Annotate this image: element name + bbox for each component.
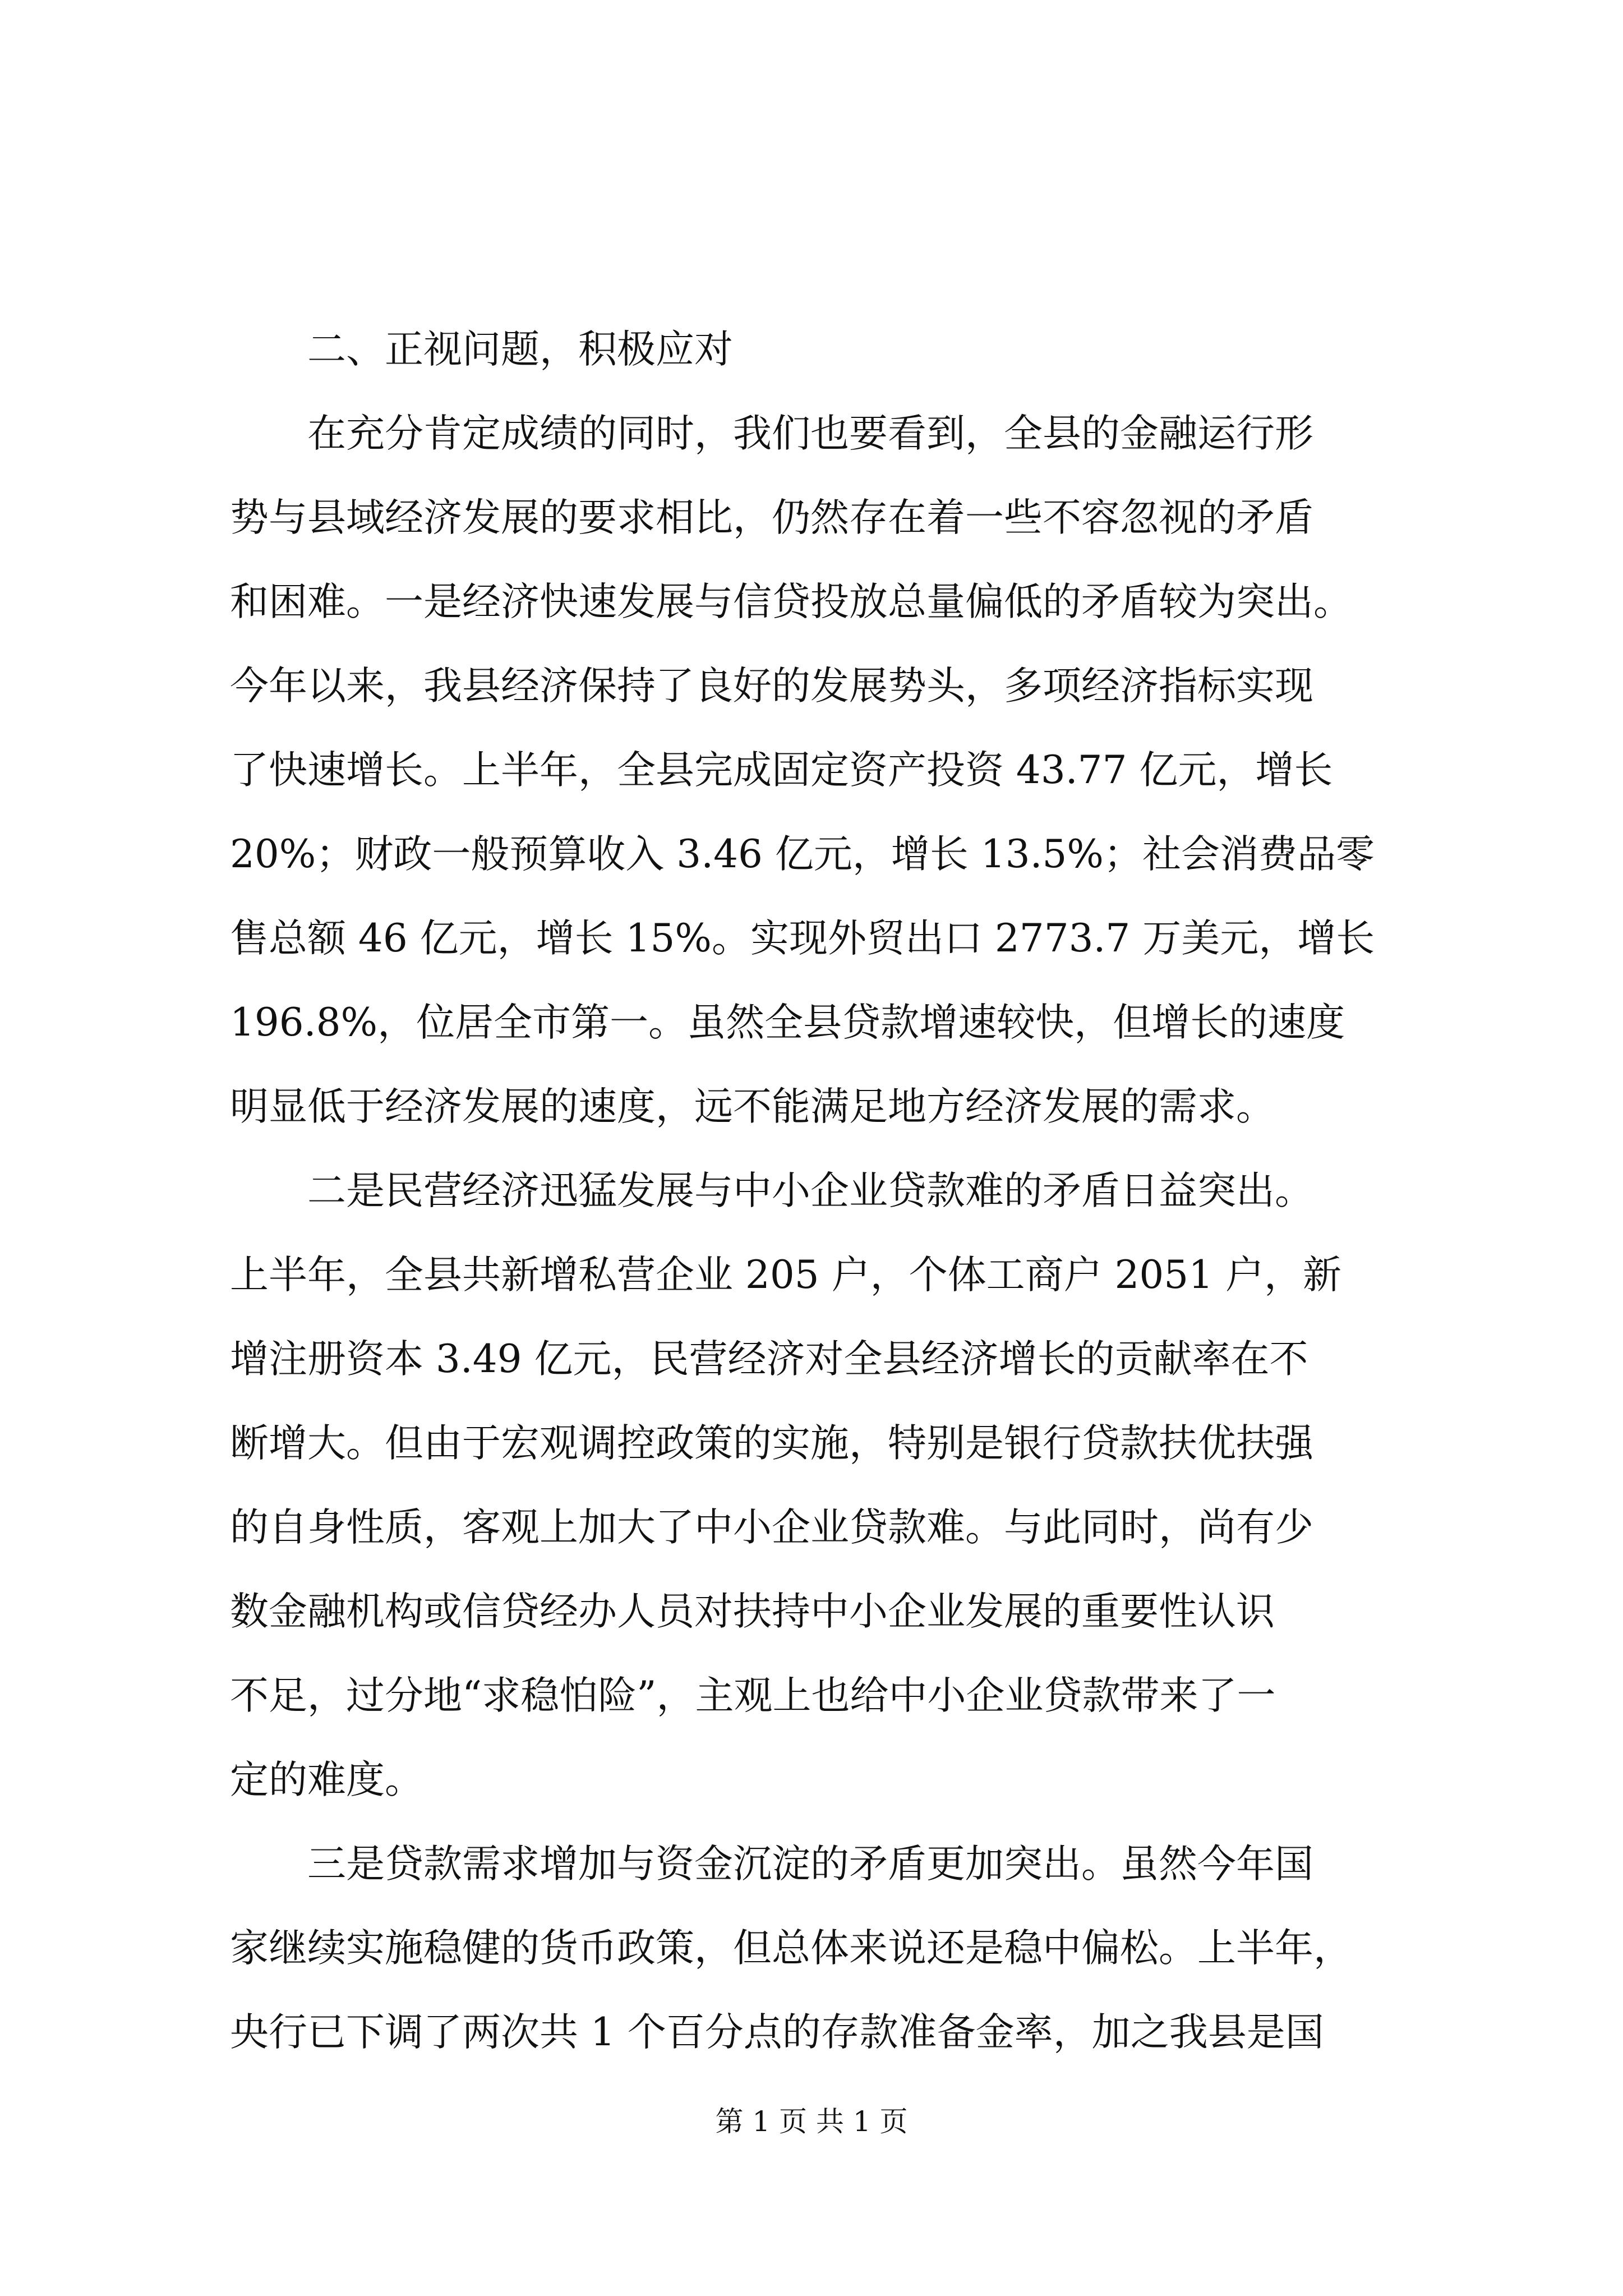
paragraph-3: [230, 1822, 1421, 2074]
paragraph-line: 断增大。但由于宏观调控政策的实施，特别是银行贷款扶优扶强: [230, 1421, 1313, 1466]
paragraph-line: 了快速增长。上半年，全县完成固定资产投资 43.77 亿元，增长: [230, 748, 1333, 793]
paragraph-line: 售总额 46 亿元，增长 15%。实现外贸出口 2773.7 万美元，增长: [230, 916, 1375, 961]
paragraph-line: 在充分肯定成绩的同时，我们也要看到，全县的金融运行形: [307, 411, 1313, 456]
paragraph-line: 家继续实施稳健的货币政策，但总体来说还是稳中偏松。上半年，: [230, 1926, 1352, 1971]
paragraph-line: 势与县域经济发展的要求相比，仍然存在着一些不容忽视的矛盾: [230, 495, 1313, 540]
section-heading-text: 二、正视问题，积极应对: [307, 327, 733, 372]
document-body: [230, 307, 1421, 2074]
page-number: 第 1 页 共 1 页: [715, 2105, 908, 2138]
page-footer: [0, 2105, 1623, 2138]
paragraph-2: [230, 1149, 1421, 1822]
paragraph-1: [230, 392, 1421, 1149]
paragraph-line: 20%；财政一般预算收入 3.46 亿元，增长 13.5%；社会消费品零: [230, 832, 1375, 877]
paragraph-line: 明显低于经济发展的速度，远不能满足地方经济发展的需求。: [230, 1084, 1275, 1129]
paragraph-line: 上半年，全县共新增私营企业 205 户，个体工商户 2051 户，新: [230, 1253, 1342, 1297]
paragraph-line: 今年以来，我县经济保持了良好的发展势头，多项经济指标实现: [230, 664, 1313, 708]
paragraph-line: 增注册资本 3.49 亿元，民营经济对全县经济增长的贡献率在不: [230, 1337, 1308, 1382]
paragraph-line: 三是贷款需求增加与资金沉淀的矛盾更加突出。虽然今年国: [307, 1842, 1313, 1887]
paragraph-line: 的自身性质，客观上加大了中小企业贷款难。与此同时，尚有少: [230, 1505, 1313, 1550]
paragraph-line: 和困难。一是经济快速发展与信贷投放总量偏低的矛盾较为突出。: [230, 579, 1352, 624]
paragraph-line: 196.8%，位居全市第一。虽然全县贷款增速较快，但增长的速度: [230, 1000, 1345, 1045]
paragraph-line: 数金融机构或信贷经办人员对扶持中小企业发展的重要性认识: [230, 1589, 1275, 1634]
paragraph-line: 二是民营经济迅猛发展与中小企业贷款难的矛盾日益突出。: [307, 1168, 1313, 1213]
paragraph-line: 定的难度。: [230, 1757, 423, 1802]
section-heading: [307, 307, 1421, 392]
paragraph-line: 央行已下调了两次共 1 个百分点的存款准备金率，加之我县是国: [230, 2010, 1324, 2055]
paragraph-line: 不足，过分地“求稳怕险”，主观上也给中小企业贷款带来了一: [230, 1673, 1276, 1718]
